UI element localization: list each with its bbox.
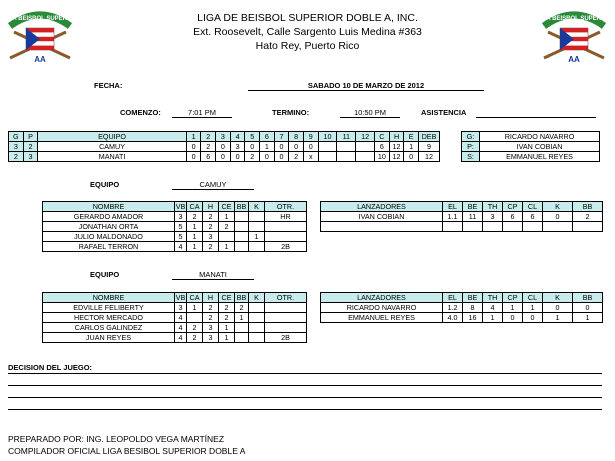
termino-label: TERMINO: — [272, 108, 310, 117]
attendance — [476, 108, 596, 118]
linescore-cell: 10 — [375, 152, 390, 162]
pitching-cell: RICARDO NAVARRO — [321, 303, 443, 313]
pitching-header-cell: K — [543, 202, 573, 212]
linescore-cell: 2 — [289, 152, 304, 162]
pitching-cell — [463, 222, 483, 232]
batting-cell: 1 — [249, 232, 265, 242]
batting-cell: 3 — [203, 323, 219, 333]
asistencia-label: ASISTENCIA — [421, 108, 467, 117]
batting-cell: 2B — [265, 242, 307, 252]
decision-pitcher: IVAN COBIAN — [480, 142, 600, 152]
pitching-cell: 4 — [483, 303, 503, 313]
batting-header-cell: VB — [175, 202, 186, 211]
letterhead — [120, 11, 495, 53]
linescore-cell: 3 — [23, 152, 38, 162]
linescore-cell: 0 — [274, 152, 289, 162]
linescore-header-row — [9, 132, 440, 142]
pitching-header-row — [321, 202, 603, 212]
pitching-cell — [573, 222, 603, 232]
comienzo-label: COMENZO: — [120, 108, 161, 117]
batting-cell: CARLOS GALINDEZ — [43, 323, 175, 333]
batting-header-row — [43, 202, 307, 212]
decision-pitcher: RICARDO NAVARRO — [480, 132, 600, 142]
pitching-header-cell: EL — [443, 202, 463, 212]
team2-pitching-table — [320, 292, 603, 323]
end-time: 10:50 PM — [340, 108, 400, 118]
batting-cell: 2 — [203, 212, 219, 222]
pitching-header-cell: BB — [573, 202, 603, 212]
batting-cell: 4 — [175, 333, 187, 343]
linescore-header-cell: 8 — [289, 132, 304, 142]
game-date: SABADO 10 DE MARZO DE 2012 — [248, 81, 484, 91]
linescore-header-cell: 6 — [260, 132, 275, 142]
batting-row — [43, 323, 307, 333]
linescore-cell: 6 — [375, 142, 390, 152]
batting-row — [43, 212, 307, 222]
team2-batting-table — [42, 292, 307, 343]
batting-header-cell: NOMBRE — [43, 293, 175, 303]
pitching-cell: IVAN COBIAN — [321, 212, 443, 222]
linescore-cell: 1 — [404, 142, 419, 152]
decision-code: S: — [462, 152, 480, 162]
pitching-cell: 8 — [463, 303, 483, 313]
footer — [8, 433, 245, 457]
pitching-header-row — [321, 293, 603, 303]
pitching-cell — [503, 222, 523, 232]
linescore-cell: 0 — [186, 142, 201, 152]
linescore-cell: 0 — [404, 152, 419, 162]
pitching-cell — [543, 222, 573, 232]
linescore-header-cell: 11 — [337, 132, 356, 142]
decision-line-2 — [8, 385, 602, 386]
linescore-row — [9, 152, 440, 162]
linescore-header-cell: 9 — [303, 132, 318, 142]
batting-header-row — [43, 293, 307, 303]
linescore-header-cell: C — [375, 132, 390, 142]
linescore-header-cell: 12 — [356, 132, 375, 142]
linescore-cell: 1 — [260, 142, 275, 152]
pitching-header-cell: TH — [483, 202, 503, 212]
pitching-header-cell: BE — [463, 202, 483, 212]
batting-cell: 2 — [187, 333, 203, 343]
pitching-header-cell: CL — [523, 202, 543, 212]
pitching-cell: 1 — [523, 303, 543, 313]
linescore-header-cell: DEB — [419, 132, 440, 142]
pitching-cell: 11 — [463, 212, 483, 222]
pitching-header-cell: TH — [483, 293, 503, 303]
decision-line-4 — [8, 409, 602, 410]
batting-cell — [235, 323, 249, 333]
pitching-cell: 6 — [523, 212, 543, 222]
batting-cell: HECTOR MERCADO — [43, 313, 175, 323]
linescore-cell: 0 — [260, 152, 275, 162]
batting-row — [43, 222, 307, 232]
batting-cell: GERARDO AMADOR — [43, 212, 175, 222]
batting-cell: 1 — [187, 232, 203, 242]
linescore-cell: 0 — [274, 142, 289, 152]
pitching-header-cell: CP — [503, 293, 523, 303]
linescore-cell: 6 — [201, 152, 216, 162]
compiler-title: COMPILADOR OFICIAL LIGA BESIBOL SUPERIOR DOBLE A — [8, 446, 246, 456]
pitching-cell: 0 — [543, 303, 573, 313]
batting-cell — [265, 222, 307, 232]
team2-name: MANATI — [172, 270, 254, 280]
batting-header-cell: CE — [219, 293, 235, 303]
linescore-header-cell: 4 — [230, 132, 245, 142]
batting-cell — [235, 333, 249, 343]
equipo-label-1: EQUIPO — [90, 180, 120, 189]
batting-cell — [235, 222, 249, 232]
pitching-cell: 1.1 — [443, 212, 463, 222]
batting-cell: 1 — [219, 333, 235, 343]
pitching-cell: 0 — [573, 303, 603, 313]
batting-cell: 1 — [219, 323, 235, 333]
league-city: Hato Rey, Puerto Rico — [255, 40, 360, 52]
pitching-header-cell: LANZADORES — [321, 293, 443, 303]
league-address: Ext. Roosevelt, Calle Sargento Luis Medina #363 — [193, 26, 422, 38]
linescore-cell — [337, 152, 356, 162]
pitching-header-cell: BE — [463, 293, 483, 303]
svg-text:AA: AA — [568, 55, 580, 64]
batting-cell: 4 — [175, 242, 187, 252]
batting-cell — [187, 313, 203, 323]
linescore-cell: 12 — [419, 152, 440, 162]
decision-pitcher: EMMANUEL REYES — [480, 152, 600, 162]
linescore-cell: 3 — [230, 142, 245, 152]
batting-cell: JULIO MALDONADO — [43, 232, 175, 242]
linescore-row — [9, 142, 440, 152]
pitching-cell: 1.2 — [443, 303, 463, 313]
batting-header-cell: H — [203, 293, 219, 303]
batting-cell: 5 — [175, 232, 187, 242]
linescore-cell: MANATI — [38, 152, 187, 162]
pitching-cell: 2 — [573, 212, 603, 222]
batting-cell: 3 — [203, 232, 219, 242]
batting-header-cell: K — [249, 202, 265, 212]
linescore-header-cell: 5 — [245, 132, 260, 142]
decision-row — [462, 132, 600, 142]
batting-cell: 2 — [219, 303, 235, 313]
decision-code: G: — [462, 132, 480, 142]
linescore-cell: 2 — [23, 142, 38, 152]
linescore-cell: 2 — [245, 152, 260, 162]
pitching-row — [321, 212, 603, 222]
fecha-label: FECHA: — [94, 81, 123, 90]
pitching-cell — [483, 222, 503, 232]
batting-cell: 3 — [175, 212, 187, 222]
linescore-header-cell: 10 — [318, 132, 337, 142]
batting-header-cell: VB — [175, 293, 186, 302]
pitching-cell: 0 — [503, 313, 523, 323]
pitching-header-cell: CP — [503, 202, 523, 212]
decisions-table — [461, 131, 600, 162]
decision-line-1 — [8, 373, 602, 374]
batting-header-cell: CE — [219, 202, 235, 212]
pitching-header-cell: CL — [523, 293, 543, 303]
pitching-row — [321, 303, 603, 313]
linescore-cell — [337, 142, 356, 152]
batting-cell: 2 — [235, 303, 249, 313]
linescore-cell: 2 — [9, 152, 24, 162]
batting-cell: 2 — [203, 313, 219, 323]
batting-cell — [235, 242, 249, 252]
batting-cell: 2 — [203, 222, 219, 232]
batting-header-cell: K — [249, 293, 265, 303]
batting-cell: 2 — [219, 313, 235, 323]
pitching-cell: 0 — [523, 313, 543, 323]
svg-text:AA: AA — [34, 55, 46, 64]
batting-cell — [219, 232, 235, 242]
batting-cell — [265, 313, 307, 323]
pitching-cell: 16 — [463, 313, 483, 323]
pitching-cell: EMMANUEL REYES — [321, 313, 443, 323]
linescore-cell: 9 — [419, 142, 440, 152]
batting-cell — [249, 323, 265, 333]
linescore-cell: 2 — [201, 142, 216, 152]
pitching-cell: 4.0 — [443, 313, 463, 323]
linescore-header-cell: 7 — [274, 132, 289, 142]
decision-line-3 — [8, 397, 602, 398]
linescore-cell: 0 — [245, 142, 260, 152]
batting-cell: 3 — [203, 333, 219, 343]
batting-cell: 5 — [175, 222, 187, 232]
batting-cell: JUAN REYES — [43, 333, 175, 343]
pitching-cell: 0 — [543, 212, 573, 222]
batting-header-cell: CA — [187, 293, 203, 303]
batting-cell: HR — [265, 212, 307, 222]
linescore-cell: 3 — [9, 142, 24, 152]
linescore-cell: 12 — [389, 142, 404, 152]
pitching-row — [321, 313, 603, 323]
batting-header-cell: NOMBRE — [43, 202, 175, 212]
linescore-cell: 0 — [216, 142, 231, 152]
linescore-header-cell: 2 — [201, 132, 216, 142]
linescore-cell: 0 — [289, 142, 304, 152]
league-name: LIGA DE BEISBOL SUPERIOR DOBLE A, INC. — [197, 12, 418, 24]
batting-header-cell: BB — [235, 293, 249, 303]
start-time: 7:01 PM — [172, 108, 232, 118]
pitching-cell: 6 — [503, 212, 523, 222]
decision-row — [462, 142, 600, 152]
pitching-cell — [321, 222, 443, 232]
linescore-cell: 0 — [216, 152, 231, 162]
batting-row — [43, 333, 307, 343]
linescore-cell: x — [303, 152, 318, 162]
pitching-row — [321, 222, 603, 232]
svg-text:LIGA BEISBOL SUPERIOR: LIGA BEISBOL SUPERIOR — [538, 16, 610, 22]
batting-cell — [249, 303, 265, 313]
linescore-cell: 0 — [230, 152, 245, 162]
linescore-header-cell: H — [389, 132, 404, 142]
batting-row — [43, 232, 307, 242]
batting-cell: 4 — [175, 313, 187, 323]
linescore-header-cell: 3 — [216, 132, 231, 142]
batting-cell — [249, 333, 265, 343]
decision-label: DECISION DEL JUEGO: — [8, 363, 93, 372]
batting-cell: 1 — [187, 303, 203, 313]
batting-row — [43, 313, 307, 323]
pitching-cell: 1 — [543, 313, 573, 323]
pitching-cell — [523, 222, 543, 232]
linescore-header-cell: P — [23, 132, 38, 142]
pitching-header-cell: K — [543, 293, 573, 303]
linescore-cell: 12 — [389, 152, 404, 162]
batting-row — [43, 242, 307, 252]
team1-pitching-table — [320, 201, 603, 232]
batting-row — [43, 303, 307, 313]
linescore-header-cell: G — [9, 132, 24, 142]
linescore-cell — [318, 152, 337, 162]
batting-cell — [249, 313, 265, 323]
batting-header-cell: CA — [187, 202, 203, 212]
batting-cell — [249, 242, 265, 252]
batting-cell: JONATHAN ORTA — [43, 222, 175, 232]
linescore-table — [8, 131, 440, 162]
batting-cell: 2 — [187, 212, 203, 222]
batting-cell — [265, 303, 307, 313]
batting-cell: EDVILLE FELIBERTY — [43, 303, 175, 313]
svg-text:LIGA BEISBOL SUPERIOR: LIGA BEISBOL SUPERIOR — [4, 16, 76, 22]
linescore-header-cell: EQUIPO — [38, 132, 187, 142]
pitching-cell: 3 — [483, 212, 503, 222]
batting-cell: RAFAEL TERRON — [43, 242, 175, 252]
linescore-cell — [356, 142, 375, 152]
linescore-cell — [318, 142, 337, 152]
linescore-header-cell: E — [404, 132, 419, 142]
batting-cell: 1 — [235, 313, 249, 323]
linescore-cell — [356, 152, 375, 162]
league-logo-right — [538, 6, 610, 66]
prepared-by: PREPARADO POR: ING. LEOPOLDO VEGA MARTÍNEZ — [8, 434, 225, 444]
decision-row — [462, 152, 600, 162]
linescore-cell: CAMUY — [38, 142, 187, 152]
batting-cell: 2 — [203, 242, 219, 252]
linescore-cell: 0 — [303, 142, 318, 152]
pitching-header-cell: EL — [443, 293, 463, 303]
batting-cell: 2 — [187, 323, 203, 333]
batting-cell: 1 — [187, 242, 203, 252]
batting-cell: 2 — [203, 303, 219, 313]
batting-cell — [235, 232, 249, 242]
linescore-header-cell: 1 — [186, 132, 201, 142]
league-logo-left — [4, 6, 76, 66]
pitching-header-cell: BB — [573, 293, 603, 303]
linescore-cell: 0 — [186, 152, 201, 162]
batting-cell — [249, 212, 265, 222]
batting-cell: 4 — [175, 323, 187, 333]
equipo-label-2: EQUIPO — [90, 270, 120, 279]
pitching-cell — [443, 222, 463, 232]
batting-header-cell: OTR. — [265, 202, 307, 212]
pitching-cell: 1 — [483, 313, 503, 323]
batting-cell: 3 — [175, 303, 187, 313]
batting-cell — [265, 232, 307, 242]
batting-cell: 1 — [219, 242, 235, 252]
batting-header-cell: H — [203, 202, 219, 212]
batting-cell: 2B — [265, 333, 307, 343]
batting-header-cell: OTR. — [265, 293, 307, 303]
batting-cell — [235, 212, 249, 222]
team1-name: CAMUY — [172, 180, 254, 190]
pitching-header-cell: LANZADORES — [321, 202, 443, 212]
batting-header-cell: BB — [235, 202, 249, 212]
batting-cell — [265, 323, 307, 333]
batting-cell: 1 — [219, 212, 235, 222]
batting-cell — [249, 222, 265, 232]
pitching-cell: 1 — [573, 313, 603, 323]
decision-code: P: — [462, 142, 480, 152]
pitching-cell: 1 — [503, 303, 523, 313]
batting-cell: 1 — [187, 222, 203, 232]
team1-batting-table — [42, 201, 307, 252]
batting-cell: 2 — [219, 222, 235, 232]
